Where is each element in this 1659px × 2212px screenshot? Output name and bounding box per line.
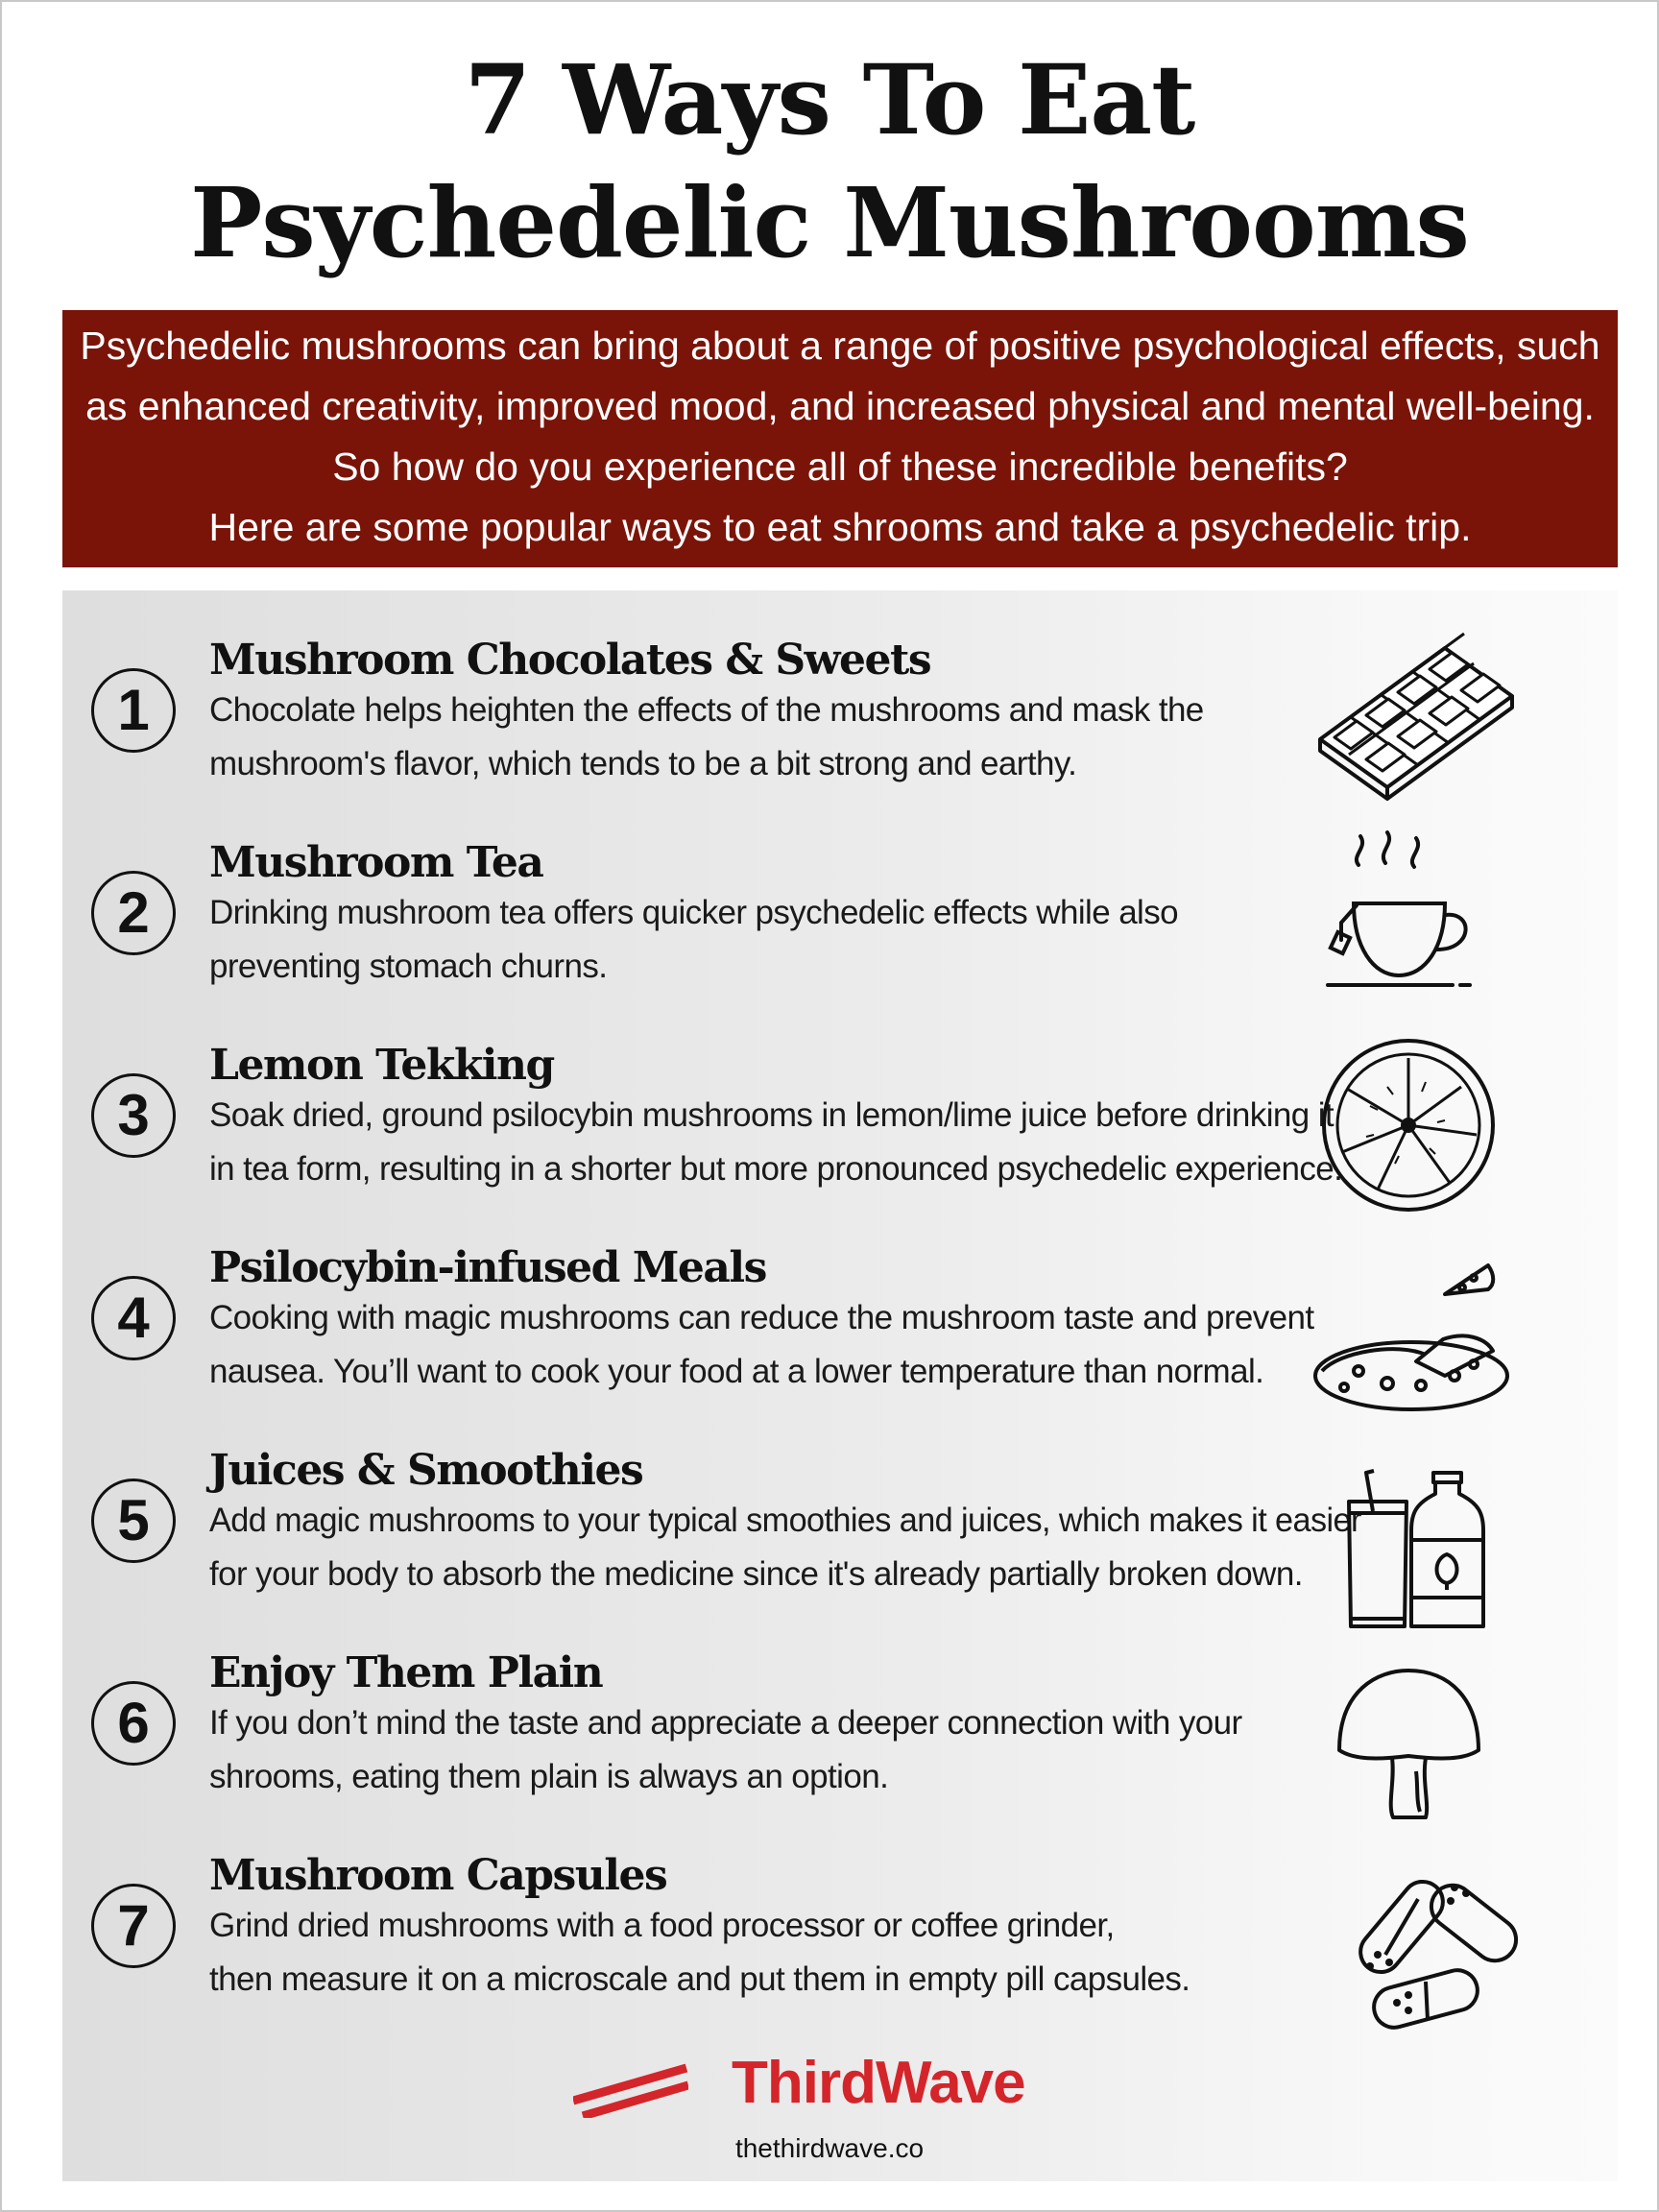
way-item-1 xyxy=(62,634,1618,826)
brand-name: ThirdWave xyxy=(732,2050,1025,2116)
item-title: Mushroom Chocolates & Sweets xyxy=(209,636,931,685)
item-number-badge: 3 xyxy=(91,1073,176,1158)
item-description-line: in tea form, resulting in a shorter but more pronounced psychedelic experience. xyxy=(209,1150,1343,1188)
item-number-badge: 7 xyxy=(91,1884,176,1968)
item-number-badge: 6 xyxy=(91,1681,176,1766)
mushroom-icon xyxy=(1282,1647,1531,1829)
tea-cup-icon xyxy=(1282,827,1531,1009)
item-description-line: If you don’t mind the taste and appreciate a deeper connection with your xyxy=(209,1704,1242,1742)
item-number-badge: 4 xyxy=(91,1276,176,1360)
item-description-line: then measure it on a microscale and put them in empty pill capsules. xyxy=(209,1960,1190,1998)
item-description-line: Cooking with magic mushrooms can reduce the mushroom taste and prevent xyxy=(209,1299,1314,1336)
pizza-icon xyxy=(1282,1232,1531,1414)
intro-line: So how do you experience all of these incredible benefits? xyxy=(332,445,1348,489)
item-description-line: Grind dried mushrooms with a food processor or coffee grinder, xyxy=(209,1907,1115,1944)
item-title: Lemon Tekking xyxy=(209,1041,554,1090)
title-line-2: Psychedelic Mushrooms xyxy=(190,166,1469,279)
item-description-line: shrooms, eating them plain is always an option. xyxy=(209,1758,889,1795)
item-description xyxy=(209,886,1361,994)
intro-banner xyxy=(62,310,1618,567)
item-description xyxy=(209,1291,1361,1399)
item-number-badge: 2 xyxy=(91,871,176,955)
item-description xyxy=(209,1899,1361,2007)
item-number-badge: 5 xyxy=(91,1479,176,1563)
item-description-line: mushroom's flavor, which tends to be a bit strong and earthy. xyxy=(209,745,1077,782)
item-title: Enjoy Them Plain xyxy=(209,1648,603,1697)
item-description-line: Add magic mushrooms to your typical smoothies and juices, which makes it easier xyxy=(209,1502,1361,1539)
item-title: Juices & Smoothies xyxy=(209,1446,643,1495)
intro-line: as enhanced creativity, improved mood, and increased physical and mental well-being. xyxy=(85,384,1595,428)
way-item-6 xyxy=(62,1647,1618,1839)
way-item-7 xyxy=(62,1849,1618,2041)
item-title: Mushroom Tea xyxy=(209,838,543,887)
item-description xyxy=(209,1089,1361,1196)
intro-line: Here are some popular ways to eat shrooms and take a psychedelic trip. xyxy=(208,505,1472,549)
item-title: Mushroom Capsules xyxy=(209,1851,667,1900)
item-description xyxy=(209,1696,1361,1804)
item-description xyxy=(209,684,1361,791)
page-title xyxy=(0,38,1659,284)
item-description-line: preventing stomach churns. xyxy=(209,948,608,985)
item-description-line: Drinking mushroom tea offers quicker psychedelic effects while also xyxy=(209,894,1178,931)
ways-panel xyxy=(62,590,1618,2181)
pill-capsules-icon xyxy=(1282,1849,1531,2032)
item-number-badge: 1 xyxy=(91,668,176,753)
item-description-line: Soak dried, ground psilocybin mushrooms in lemon/lime juice before drinking it xyxy=(209,1096,1334,1134)
brand-footer xyxy=(0,2045,1659,2163)
brand-url[interactable]: thethirdwave.co xyxy=(734,2133,925,2163)
title-line-1: 7 Ways To Eat xyxy=(464,43,1195,156)
intro-line: Psychedelic mushrooms can bring about a range of positive psychological effects, such xyxy=(80,324,1600,368)
item-title: Psilocybin-infused Meals xyxy=(209,1243,766,1292)
way-item-4 xyxy=(62,1241,1618,1433)
way-item-5 xyxy=(62,1444,1618,1636)
way-item-3 xyxy=(62,1039,1618,1231)
juice-bottle-icon xyxy=(1282,1454,1531,1636)
chocolate-bar-icon xyxy=(1282,624,1531,806)
item-description-line: for your body to absorb the medicine since it's already partially broken down. xyxy=(209,1555,1303,1593)
item-description-line: nausea. You’ll want to cook your food at a lower temperature than normal. xyxy=(209,1353,1264,1390)
way-item-2 xyxy=(62,836,1618,1028)
item-description-line: Chocolate helps heighten the effects of the mushrooms and mask the xyxy=(209,691,1204,729)
brand-stripes-logo xyxy=(573,2060,688,2118)
item-description xyxy=(209,1494,1361,1601)
lemon-slice-icon xyxy=(1282,1029,1531,1212)
